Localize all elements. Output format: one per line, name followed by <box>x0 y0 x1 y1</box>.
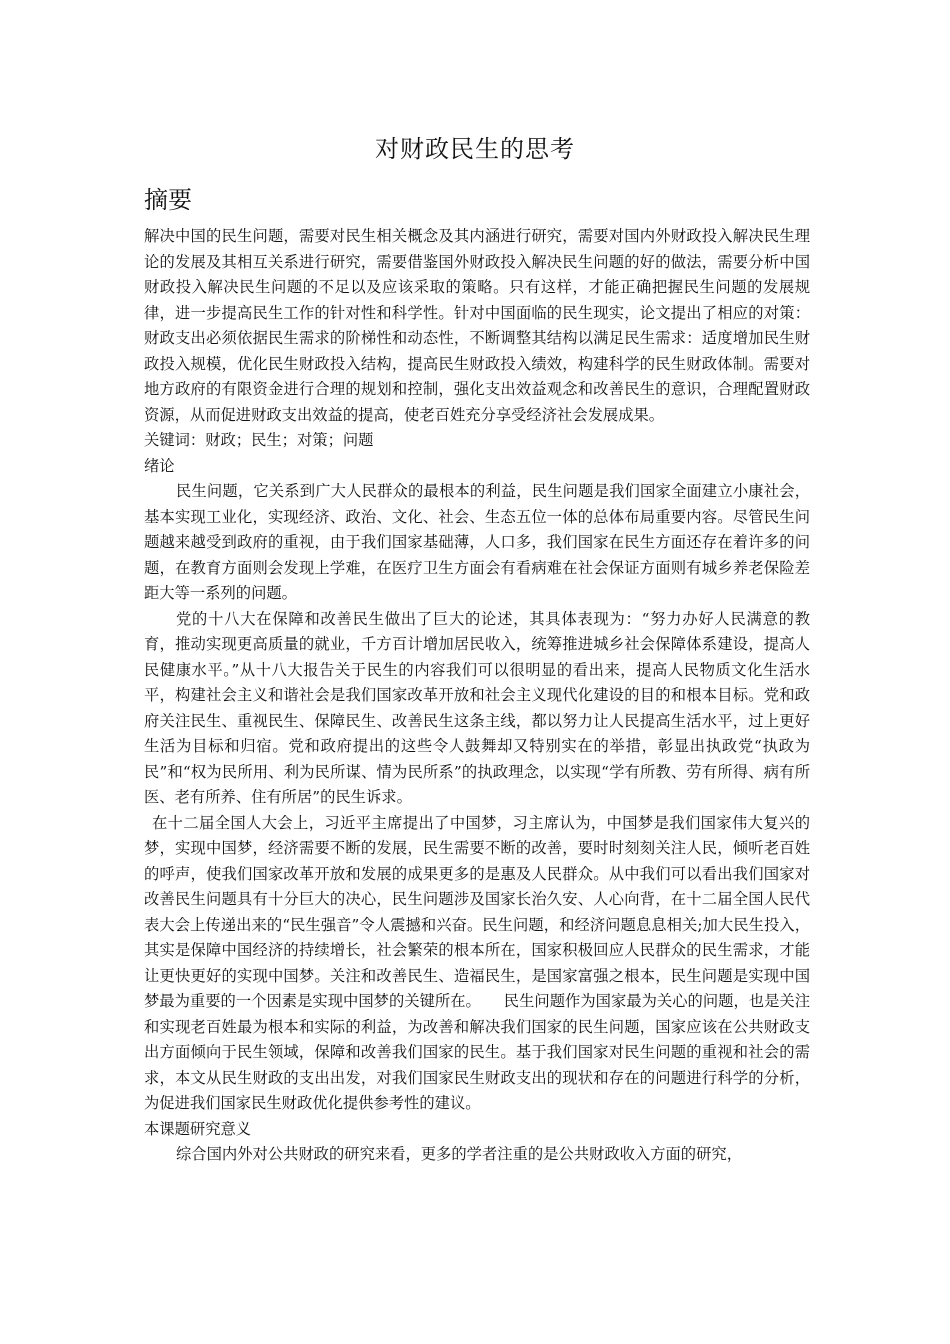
body-paragraph: 党的十八大在保障和改善民生做出了巨大的论述，其具体表现为：“努力办好人民满意的教育，推动实现更高质量的就业，千方百计增加居民收入，统筹推进城乡社会保障体系建设，提高人民健康水平。”从十八大报告关于民生的内容我们可以很明显的看出来，提高人民物质文化生活水平，构建社会主义和谐社会是我们国家改革开放和社会主义现代化建设的目的和根本目标。党和政府关注民生、重视民生、保障民生、改善民生这条主线，都以努力让人民提高生活水平，过上更好生活为目标和归宿。党和政府提出的这些令人鼓舞却又特别实在的举措，彰显出执政党“执政为民”和“权为民所用、利为民所谋、情为民所系”的执政理念，以实现“学有所教、劳有所得、病有所医、老有所养、住有所居”的民生诉求。 <box>144 609 810 806</box>
body-paragraph: 综合国内外对公共财政的研究来看，更多的学者注重的是公共财政收入方面的研究， <box>176 1145 742 1163</box>
body-paragraph: 在十二届全国人大会上，习近平主席提出了中国梦，习主席认为，中国梦是我们国家伟大复兴的梦，实现中国梦，经济需要不断的发展，民生需要不断的改善，要时时刻刻关注人民，倾听老百姓的呼声，使我们国家改革开放和发展的成果更多的是惠及人民群众。从中我们可以看出我们国家对改善民生问题具有十分巨大的决心，民生问题涉及国家长治久安、人心向背，在十二届全国人民代表大会上传递出来的“民生强音”令人震撼和兴奋。民生问题，和经济问题息息相关;加大民生投入，其实是保障中国经济的持续增长，社会繁荣的根本所在，国家积极回应人民群众的民生需求，才能让更快更好的实现中国梦。关注和改善民生、造福民生，是国家富强之根本，民生问题是实现中国梦最为重要的一个因素是实现中国梦的关键所在。 民生问题作为国家最为关心的问题，也是关注和实现老百姓最为根本和实际的利益，为改善和解决我们国家的民生问题，国家应该在公共财政支出方面倾向于民生领域，保障和改善我们国家的民生。基于我们国家对民生问题的重视和社会的需求，本文从民生财政的支出出发，对我们国家民生财政支出的现状和存在的问题进行科学的分析，为促进我们国家民生财政优化提供参考性的建议。 <box>144 813 810 1112</box>
keywords-line: 关键词：财政；民生；对策；问题 <box>144 431 374 449</box>
abstract-paragraph: 解决中国的民生问题，需要对民生相关概念及其内涵进行研究，需要对国内外财政投入解决民生理论的发展及其相互关系进行研究，需要借鉴国外财政投入解决民生问题的好的做法，需要分析中国财政投入解决民生问题的不足以及应该采取的策略。只有这样，才能正确把握民生问题的发展规律，进一步提高民生工作的针对性和科学性。针对中国面临的民生现实，论文提出了相应的对策：财政支出必须依据民生需求的阶梯性和动态性，不断调整其结构以满足民生需求：适度增加民生财政投入规模，优化民生财政投入结构，提高民生财政投入绩效，构建科学的民生财政体制。需要对地方政府的有限资金进行合理的规划和控制，强化支出效益观念和改善民生的意识，合理配置财政资源，从而促进财政支出效益的提高，使老百姓充分享受经济社会发展成果。 <box>144 227 810 424</box>
abstract-heading: 摘要 <box>144 186 192 214</box>
document-title: 对财政民生的思考 <box>375 135 575 163</box>
intro-heading: 绪论 <box>144 456 175 475</box>
document-body <box>144 224 810 1168</box>
significance-heading: 本课题研究意义 <box>144 1119 252 1138</box>
body-paragraph: 民生问题，它关系到广大人民群众的最根本的利益，民生问题是我们国家全面建立小康社会，基本实现工业化，实现经济、政治、文化、社会、生态五位一体的总体布局重要内容。尽管民生问题越来越受到政府的重视，由于我们国家基础薄，人口多，我们国家在民生方面还存在着许多的问题，在教育方面则会发现上学难，在医疗卫生方面会有看病难在社会保证方面则有城乡养老保险差距大等一系列的问题。 <box>144 482 810 602</box>
